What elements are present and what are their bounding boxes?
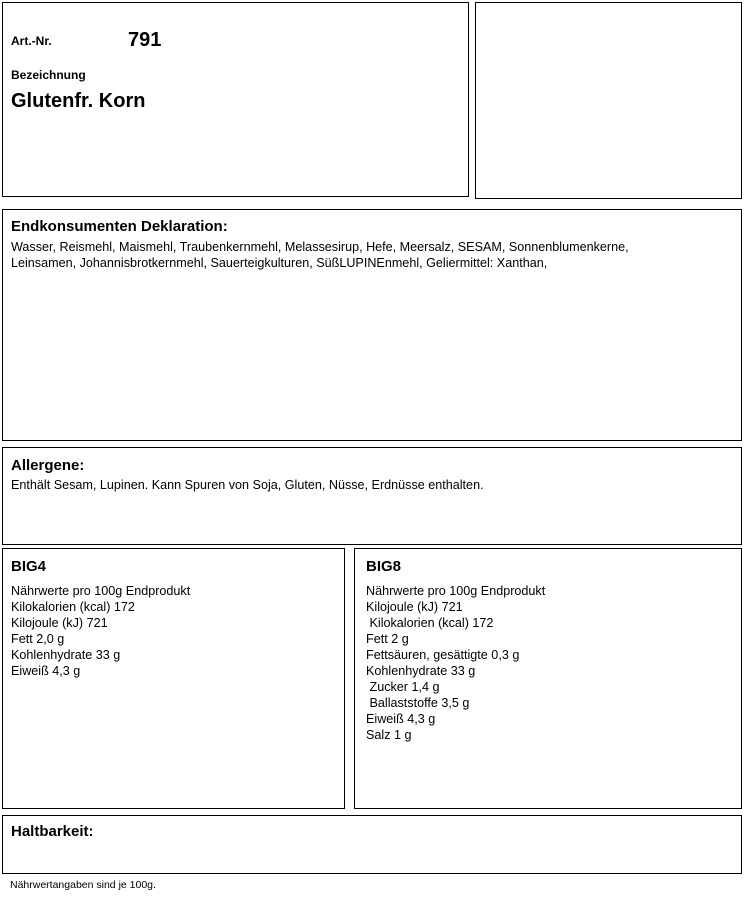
declaration-box [2,209,742,441]
big8-line: Eiweiß 4,3 g [366,712,436,726]
header-info-box [2,2,469,197]
declaration-line-2: Leinsamen, Johannisbrotkernmehl, Sauerteigkulturen, SüßLUPINEnmehl, Geliermittel: Xanthan, [11,256,548,270]
shelf-life-heading: Haltbarkeit: [11,823,94,840]
big8-line: Nährwerte pro 100g Endprodukt [366,584,546,598]
big4-line: Eiweiß 4,3 g [11,664,81,678]
art-nr-label: Art.-Nr. [11,34,52,48]
shelf-life-box [2,815,742,874]
big4-heading: BIG4 [11,558,47,575]
big8-line: Zucker 1,4 g [366,680,440,694]
big8-line: Salz 1 g [366,728,412,742]
big8-line: Kohlenhydrate 33 g [366,664,476,678]
big4-line: Nährwerte pro 100g Endprodukt [11,584,191,598]
big4-line: Kohlenhydrate 33 g [11,648,121,662]
art-nr-value: 791 [128,29,162,51]
declaration-line-1: Wasser, Reismehl, Maismehl, Traubenkernmehl, Melassesirup, Hefe, Meersalz, SESAM, Sonnenblumenkerne, [11,240,629,254]
big4-box [2,548,345,809]
big8-box [354,548,742,809]
big8-heading: BIG8 [366,558,402,575]
allergens-heading: Allergene: [11,457,85,474]
big8-line: Fettsäuren, gesättigte 0,3 g [366,648,520,662]
declaration-heading: Endkonsumenten Deklaration: [11,218,228,235]
big8-line: Fett 2 g [366,632,409,646]
big8-line: Kilokalorien (kcal) 172 [366,616,494,630]
big4-line: Kilojoule (kJ) 721 [11,616,108,630]
product-name: Glutenfr. Korn [11,90,146,112]
footnote: Nährwertangaben sind je 100g. [10,879,156,891]
big8-line: Ballaststoffe 3,5 g [366,696,470,710]
big8-nutrition-list [366,583,545,743]
allergens-text: Enthält Sesam, Lupinen. Kann Spuren von Soja, Gluten, Nüsse, Erdnüsse enthalten. [11,478,484,492]
allergens-box [2,447,742,545]
big4-nutrition-list [11,583,190,679]
big8-line: Kilojoule (kJ) 721 [366,600,463,614]
big4-line: Fett 2,0 g [11,632,65,646]
big4-line: Kilokalorien (kcal) 172 [11,600,135,614]
bezeichnung-label: Bezeichnung [11,68,86,82]
header-image-box [475,2,742,199]
